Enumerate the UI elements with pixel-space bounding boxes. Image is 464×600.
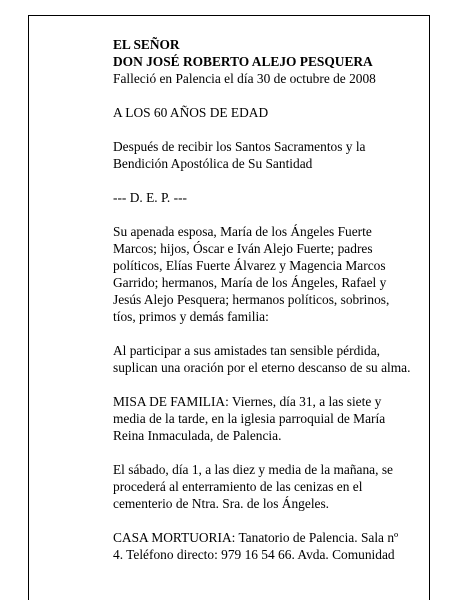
- border-right: [429, 15, 430, 600]
- spacer: [113, 172, 413, 189]
- family-line: Marcos; hijos, Óscar e Iván Alejo Fuerte; padres: [113, 241, 373, 256]
- family-line: Jesús Alejo Pesquera; hermanos políticos, sobrinos,: [113, 292, 390, 307]
- sacraments-line: Bendición Apostólica de Su Santidad: [113, 156, 313, 171]
- family-line: tíos, primos y demás familia:: [113, 309, 269, 324]
- mass-line: Reina Inmaculada, de Palencia.: [113, 428, 282, 443]
- spacer: [113, 206, 413, 223]
- request-line: suplican una oración por el eterno descanso de su alma.: [113, 360, 411, 375]
- age-line: A LOS 60 AÑOS DE EDAD: [113, 105, 269, 120]
- spacer: [113, 87, 413, 104]
- spacer: [113, 376, 413, 393]
- border-top: [28, 15, 430, 16]
- spacer: [113, 121, 413, 138]
- obituary-text: [113, 36, 413, 563]
- burial-line: procederá al enterramiento de las cenizas en el: [113, 479, 363, 494]
- family-line: Su apenada esposa, María de los Ángeles Fuerte: [113, 224, 372, 239]
- death-date-line: Falleció en Palencia el día 30 de octubre de 2008: [113, 71, 376, 86]
- border-left: [28, 15, 29, 600]
- rip-line: --- D. E. P. ---: [113, 190, 188, 205]
- burial-line: cementerio de Ntra. Sra. de los Ángeles.: [113, 496, 330, 511]
- sacraments-line: Después de recibir los Santos Sacramentos y la: [113, 139, 366, 154]
- mortuary-line: 4. Teléfono directo: 979 16 54 66. Avda. Comunidad: [113, 547, 395, 562]
- family-line: Garrido; hermanos, María de los Ángeles, Rafael y: [113, 275, 387, 290]
- burial-line: El sábado, día 1, a las diez y media de la mañana, se: [113, 462, 393, 477]
- spacer: [113, 444, 413, 461]
- header-title: EL SEÑOR: [113, 37, 180, 52]
- mass-line: MISA DE FAMILIA: Viernes, día 31, a las siete y: [113, 394, 382, 409]
- spacer: [113, 325, 413, 342]
- mortuary-line: CASA MORTUORIA: Tanatorio de Palencia. Sala nº: [113, 530, 399, 545]
- deceased-name: DON JOSÉ ROBERTO ALEJO PESQUERA: [113, 54, 373, 69]
- spacer: [113, 512, 413, 529]
- request-line: Al participar a sus amistades tan sensible pérdida,: [113, 343, 380, 358]
- mass-line: media de la tarde, en la iglesia parroquial de María: [113, 411, 386, 426]
- family-line: políticos, Elías Fuerte Álvarez y Magencia Marcos: [113, 258, 386, 273]
